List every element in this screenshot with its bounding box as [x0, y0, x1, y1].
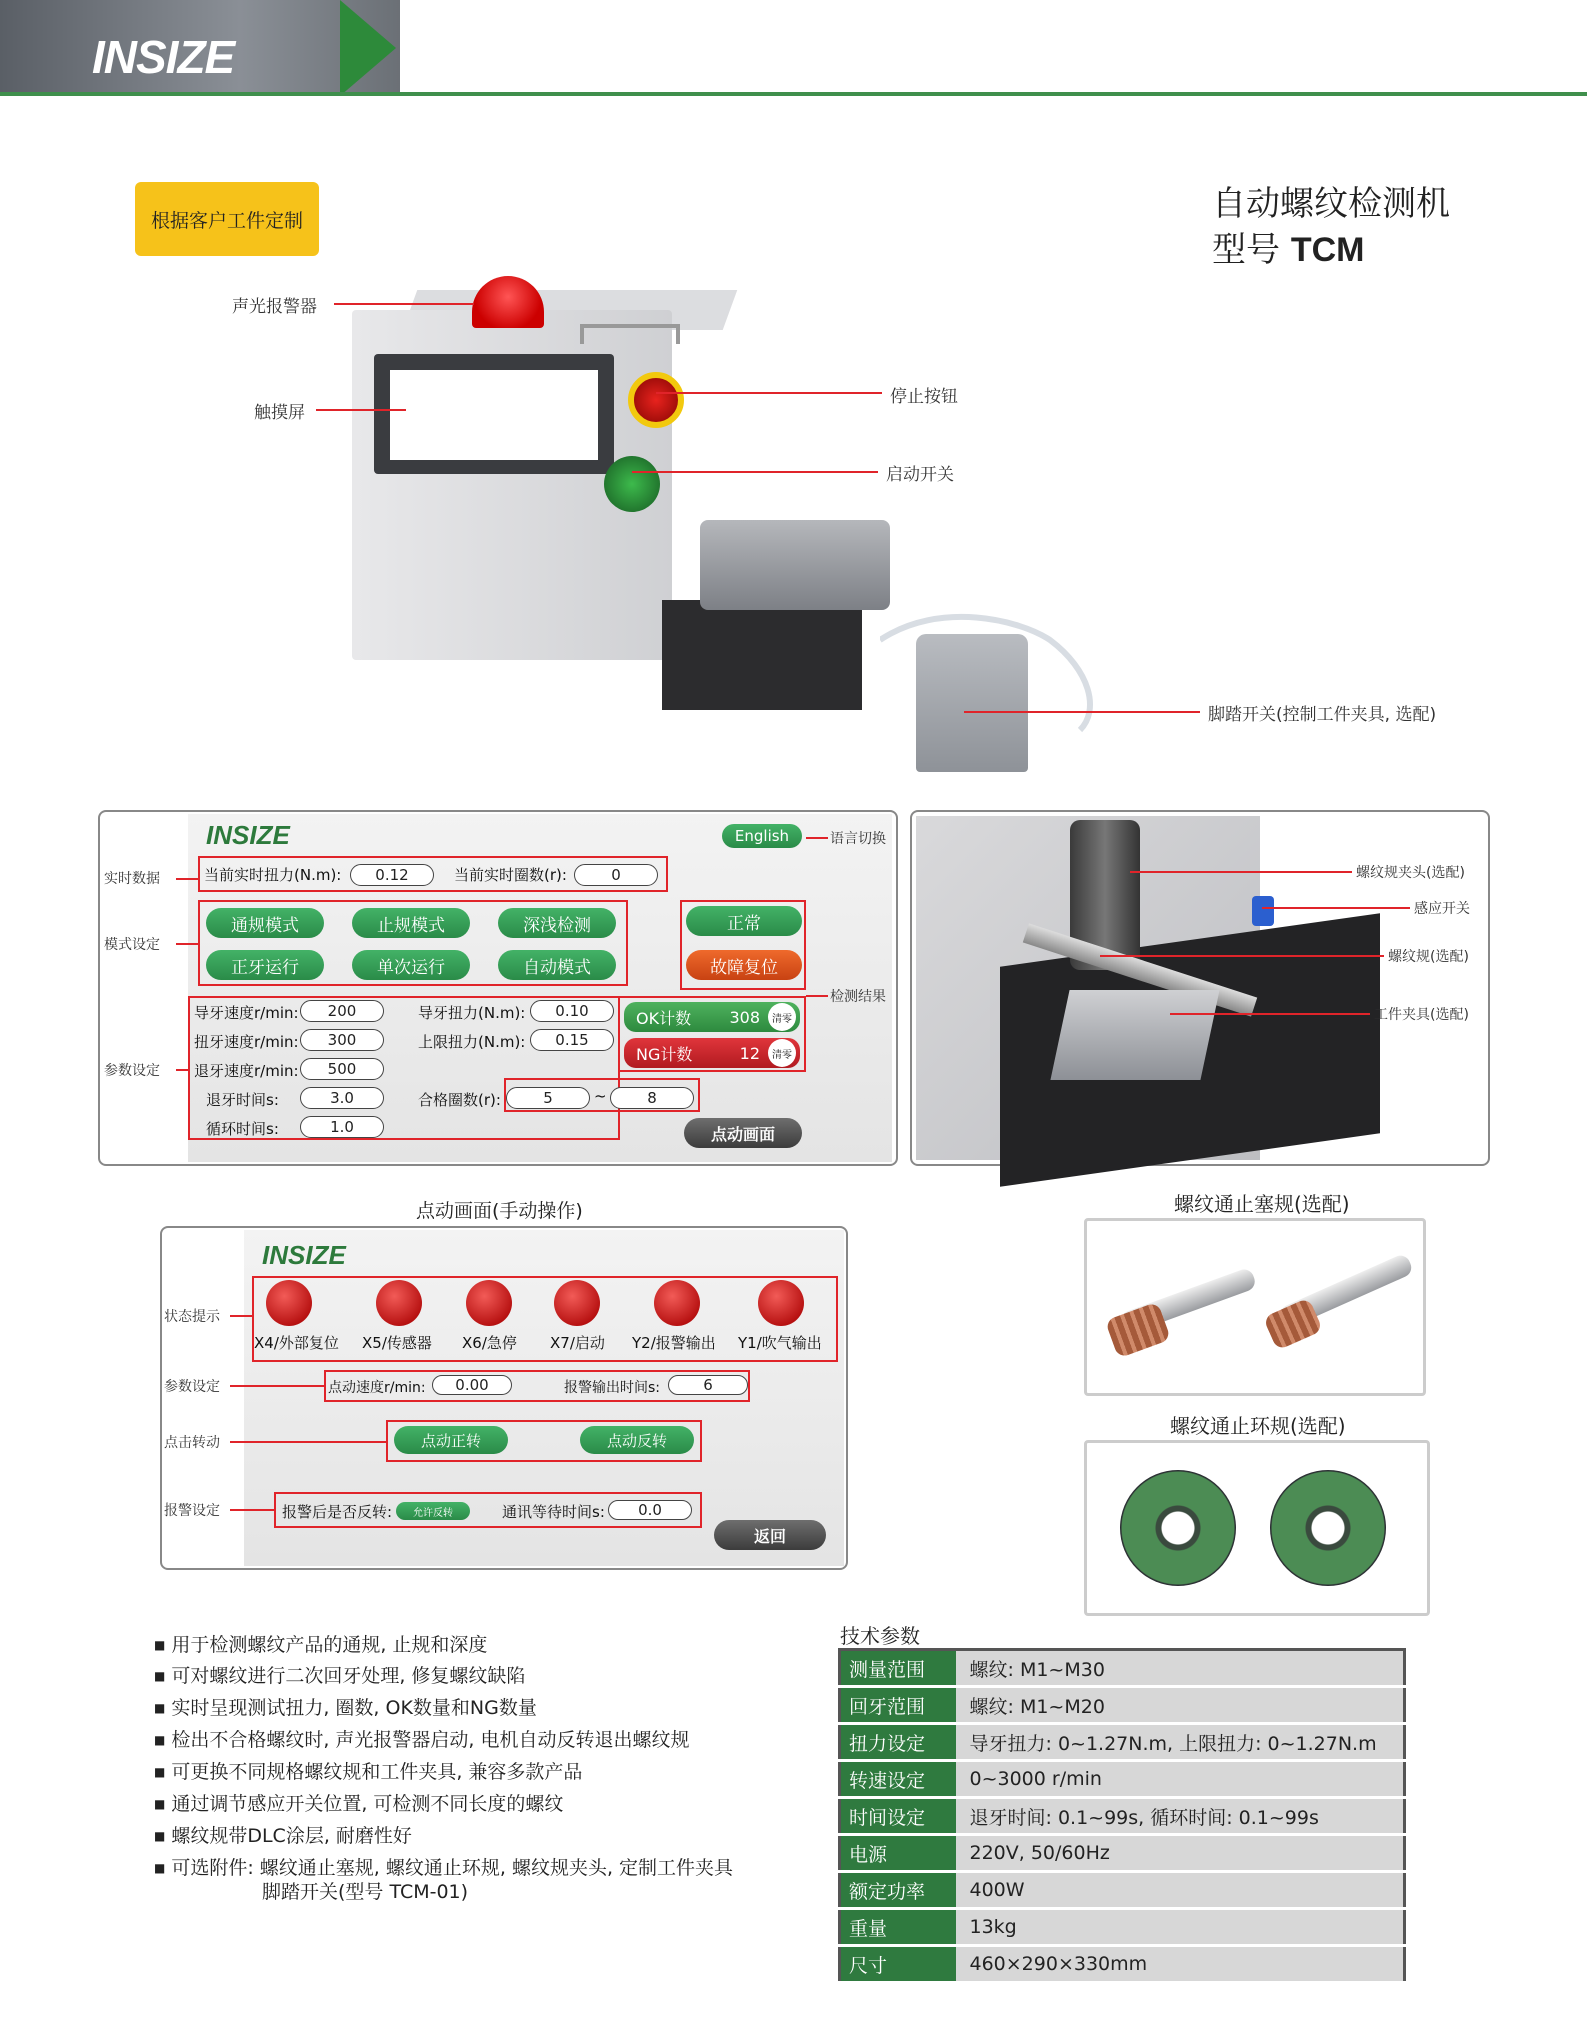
- photo-sensor: [1252, 896, 1274, 926]
- callout-line: [176, 878, 198, 880]
- spec-value: 螺纹: M1~M30: [956, 1650, 1405, 1687]
- lamp-label: X6/急停: [462, 1334, 517, 1352]
- guide-torque-value[interactable]: 0.10: [530, 1000, 614, 1022]
- upper-torque-label: 上限扭力(N.m):: [418, 1033, 526, 1051]
- ring-gauge-image: [1120, 1470, 1236, 1586]
- feature-item: ■ 检出不合格螺纹时, 声光报警器启动, 电机自动反转退出螺纹规: [154, 1725, 690, 1752]
- callout-line: [334, 303, 474, 305]
- jog-caption: 点动画面(手动操作): [416, 1200, 583, 1222]
- spec-key: 回牙范围: [840, 1687, 956, 1724]
- feature-item: ■ 可选附件: 螺纹通止塞规, 螺纹通止环规, 螺纹规夹头, 定制工件夹具: [154, 1853, 733, 1880]
- param-label: 扭牙速度r/min:: [194, 1033, 299, 1051]
- param-label: 循环时间s:: [206, 1120, 279, 1138]
- jog-side-rotate: 点击转动: [164, 1435, 220, 1451]
- mode-button-forward[interactable]: 正牙运行: [206, 950, 324, 980]
- fault-reset-button[interactable]: 故障复位: [686, 950, 802, 980]
- spec-key: 时间设定: [840, 1798, 956, 1835]
- callout-line: [176, 1069, 188, 1071]
- status-lamp: [554, 1280, 600, 1326]
- spec-value: 460×290×330mm: [956, 1946, 1405, 1983]
- spec-key: 尺寸: [840, 1946, 956, 1983]
- status-lamp: [376, 1280, 422, 1326]
- spec-value: 退牙时间: 0.1~99s, 循环时间: 0.1~99s: [956, 1798, 1405, 1835]
- jog-screen-button[interactable]: 点动画面: [684, 1118, 802, 1148]
- spec-value: 220V, 50/60Hz: [956, 1835, 1405, 1872]
- comm-wait-value[interactable]: 0.0: [608, 1500, 692, 1520]
- header-rule: [0, 92, 1587, 96]
- param-label: 退牙速度r/min:: [194, 1062, 299, 1080]
- plug-gauge-box: [1084, 1218, 1426, 1396]
- spec-title: 技术参数: [840, 1624, 920, 1648]
- table-row: [840, 1835, 1405, 1872]
- param-label: 导牙速度r/min:: [194, 1004, 299, 1022]
- callout-line: [176, 943, 198, 945]
- pass-turns-tilde: ~: [594, 1087, 607, 1105]
- mode-button-auto[interactable]: 自动模式: [498, 950, 616, 980]
- machine-handle: [580, 324, 680, 344]
- reverse-after-alarm-label: 报警后是否反转:: [282, 1503, 393, 1521]
- mode-button-single[interactable]: 单次运行: [352, 950, 470, 980]
- spec-key: 电源: [840, 1835, 956, 1872]
- spec-key: 扭力设定: [840, 1724, 956, 1761]
- status-normal: 正常: [686, 906, 802, 936]
- feature-item-continued: 脚踏开关(型号 TCM-01): [262, 1881, 469, 1903]
- callout-line: [632, 471, 878, 473]
- feature-item: ■ 实时呈现测试扭力, 圈数, OK数量和NG数量: [154, 1693, 537, 1720]
- spec-key: 测量范围: [840, 1650, 956, 1687]
- param-value[interactable]: 3.0: [300, 1087, 384, 1109]
- side-label-realtime: 实时数据: [104, 871, 160, 887]
- callout-line: [230, 1509, 274, 1511]
- pass-turns-min[interactable]: 5: [506, 1087, 590, 1109]
- photo-callout-fixture: 工件夹具(选配): [1374, 1007, 1469, 1023]
- photo-callout-chuck: 螺纹规夹头(选配): [1356, 865, 1465, 881]
- ok-counter: [624, 1002, 800, 1032]
- lamp-label: X5/传感器: [362, 1334, 432, 1352]
- spec-value: 螺纹: M1~M20: [956, 1687, 1405, 1724]
- callout-line: [316, 409, 406, 411]
- torque-value: 0.12: [350, 864, 434, 886]
- spec-value: 400W: [956, 1872, 1405, 1909]
- callout-line: [1100, 955, 1384, 957]
- ok-label: OK计数: [636, 1008, 692, 1028]
- ng-counter: [624, 1038, 800, 1068]
- plug-gauge-title: 螺纹通止塞规(选配): [1174, 1192, 1350, 1216]
- side-label-mode: 模式设定: [104, 937, 160, 953]
- spec-value: 0~3000 r/min: [956, 1761, 1405, 1798]
- callout-pedal: 脚踏开关(控制工件夹具, 选配): [1208, 705, 1437, 725]
- status-lamp: [654, 1280, 700, 1326]
- photo-fixture: [1050, 990, 1219, 1080]
- lamp-label: X4/外部复位: [254, 1334, 339, 1352]
- ng-value: 12: [739, 1043, 760, 1063]
- custom-badge: 根据客户工件定制: [135, 182, 319, 256]
- jog-logo: INSIZE: [262, 1240, 346, 1270]
- param-label: 退牙时间s:: [206, 1091, 279, 1109]
- callout-line: [230, 1315, 252, 1317]
- mode-button-depth[interactable]: 深浅检测: [498, 908, 616, 938]
- language-button[interactable]: English: [722, 824, 802, 848]
- photo-callout-gauge: 螺纹规(选配): [1388, 949, 1469, 965]
- callout-line: [964, 711, 1200, 713]
- side-label-param: 参数设定: [104, 1063, 160, 1079]
- allow-reverse-toggle[interactable]: 允许反转: [396, 1502, 470, 1520]
- ok-clear-button[interactable]: 清零: [768, 1003, 796, 1031]
- param-value[interactable]: 300: [300, 1029, 384, 1051]
- spec-key: 转速设定: [840, 1761, 956, 1798]
- jog-reverse-button[interactable]: 点动反转: [580, 1426, 694, 1454]
- ring-gauge-title: 螺纹通止环规(选配): [1170, 1414, 1346, 1438]
- callout-line: [230, 1385, 324, 1387]
- comm-wait-label: 通讯等待时间s:: [502, 1503, 605, 1521]
- ng-clear-button[interactable]: 清零: [768, 1039, 796, 1067]
- lamp-label: Y1/吹气输出: [738, 1334, 822, 1352]
- pass-turns-max[interactable]: 8: [610, 1087, 694, 1109]
- photo-callout-sensor: 感应开关: [1414, 901, 1470, 917]
- alarm-time-label: 报警输出时间s:: [564, 1380, 661, 1396]
- jog-speed-label: 点动速度r/min:: [328, 1380, 426, 1396]
- turns-value: 0: [574, 864, 658, 886]
- mode-button-nogo[interactable]: 止规模式: [352, 908, 470, 938]
- table-row: [840, 1909, 1405, 1946]
- status-lamp: [466, 1280, 512, 1326]
- callout-line: [806, 995, 828, 997]
- pedal-cable: [880, 600, 1120, 740]
- spec-value: 13kg: [956, 1909, 1405, 1946]
- callout-line: [656, 392, 882, 394]
- table-row: [840, 1761, 1405, 1798]
- back-button[interactable]: 返回: [714, 1520, 826, 1550]
- spec-table: [838, 1648, 1406, 1984]
- header-arrow: [340, 0, 396, 96]
- jog-side-alarm: 报警设定: [164, 1503, 220, 1519]
- spec-key: 额定功率: [840, 1872, 956, 1909]
- feature-item: ■ 可更换不同规格螺纹规和工件夹具, 兼容多款产品: [154, 1757, 582, 1784]
- table-row: [840, 1724, 1405, 1761]
- start-switch-image: [604, 456, 660, 512]
- feature-item: ■ 螺纹规带DLC涂层, 耐磨性好: [154, 1821, 412, 1848]
- jog-side-param: 参数设定: [164, 1379, 220, 1395]
- callout-line: [806, 837, 828, 839]
- jog-side-status: 状态提示: [164, 1309, 220, 1325]
- status-lamp: [266, 1280, 312, 1326]
- hmi-logo: INSIZE: [206, 820, 290, 850]
- callout-line: [230, 1441, 386, 1443]
- callout-start: 启动开关: [886, 465, 954, 485]
- table-row: [840, 1946, 1405, 1983]
- table-row: [840, 1798, 1405, 1835]
- ng-label: NG计数: [636, 1044, 693, 1064]
- machine-base: [662, 600, 862, 710]
- product-model: 型号 TCM: [1212, 230, 1365, 270]
- guide-torque-label: 导牙扭力(N.m):: [418, 1004, 526, 1022]
- callout-line: [1170, 1013, 1370, 1015]
- alarm-light: [472, 276, 544, 328]
- ok-value: 308: [729, 1007, 760, 1027]
- callout-line: [1262, 907, 1410, 909]
- lamp-label: X7/启动: [550, 1334, 605, 1352]
- table-row: [840, 1872, 1405, 1909]
- callout-line: [1130, 871, 1352, 873]
- feature-item: ■ 用于检测螺纹产品的通规, 止规和深度: [154, 1630, 487, 1657]
- table-row: [840, 1687, 1405, 1724]
- machine-shaft: [700, 520, 890, 610]
- param-value[interactable]: 200: [300, 1000, 384, 1022]
- callout-alarm: 声光报警器: [232, 297, 317, 317]
- stop-button-image: [628, 372, 684, 428]
- jog-speed-value[interactable]: 0.00: [432, 1375, 512, 1395]
- machine-screen-display: [390, 370, 598, 460]
- param-value[interactable]: 500: [300, 1058, 384, 1080]
- torque-label: 当前实时扭力(N.m):: [204, 866, 342, 884]
- side-label-result: 检测结果: [830, 989, 886, 1005]
- status-lamp: [758, 1280, 804, 1326]
- side-label-language: 语言切换: [830, 831, 886, 847]
- spec-key: 重量: [840, 1909, 956, 1946]
- table-row: [840, 1650, 1405, 1687]
- param-value[interactable]: 1.0: [300, 1116, 384, 1138]
- alarm-time-value[interactable]: 6: [668, 1375, 748, 1395]
- callout-stop: 停止按钮: [890, 387, 958, 407]
- pass-turns-label: 合格圈数(r):: [418, 1091, 501, 1109]
- ring-gauge-image: [1270, 1470, 1386, 1586]
- feature-item: ■ 通过调节感应开关位置, 可检测不同长度的螺纹: [154, 1789, 563, 1816]
- callout-touch: 触摸屏: [254, 403, 305, 423]
- lamp-label: Y2/报警输出: [632, 1334, 716, 1352]
- turns-label: 当前实时圈数(r):: [454, 866, 567, 884]
- mode-button-go[interactable]: 通规模式: [206, 908, 324, 938]
- product-title: 自动螺纹检测机: [1212, 184, 1450, 224]
- upper-torque-value[interactable]: 0.15: [530, 1029, 614, 1051]
- brand-logo: INSIZE: [92, 31, 235, 83]
- jog-forward-button[interactable]: 点动正转: [394, 1426, 508, 1454]
- spec-value: 导牙扭力: 0~1.27N.m, 上限扭力: 0~1.27N.m: [956, 1724, 1405, 1761]
- feature-item: ■ 可对螺纹进行二次回牙处理, 修复螺纹缺陷: [154, 1661, 525, 1688]
